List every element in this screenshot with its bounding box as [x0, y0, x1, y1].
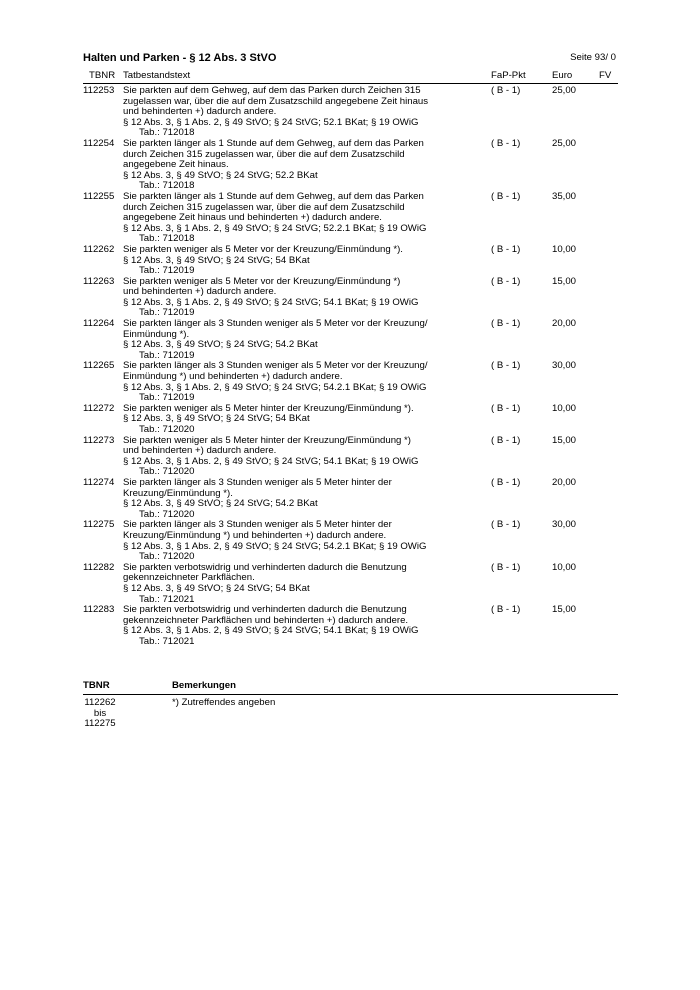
- offense-text-cell: [123, 139, 423, 192]
- offense-text-line: § 12 Abs. 3, § 1 Abs. 2, § 49 StVO; § 24 StVG; 52.1 BKat; § 19 OWiG: [123, 116, 419, 128]
- tbnr-cell: 112264: [83, 318, 115, 330]
- tab-reference: Tab.: 712020: [139, 508, 195, 520]
- table-row: [83, 139, 618, 192]
- column-header-euro: Euro: [552, 70, 573, 81]
- offense-text-line: § 12 Abs. 3, § 49 StVO; § 24 StVG; 54 BKat: [123, 254, 310, 266]
- fap-points-cell: ( B - 1): [491, 190, 521, 202]
- remarks-header-tbnr: TBNR: [83, 680, 110, 691]
- remarks-header: [83, 681, 618, 695]
- page-number: Seite 93/ 0: [570, 52, 616, 63]
- offense-text-line: § 12 Abs. 3, § 1 Abs. 2, § 49 StVO; § 24 StVG; 54.1 BKat; § 19 OWiG: [123, 296, 419, 308]
- table-row: [83, 520, 618, 562]
- tbnr-cell: 112274: [83, 476, 115, 488]
- offense-text-line: § 12 Abs. 3, § 49 StVO; § 24 StVG; 54.2 BKat: [123, 339, 318, 351]
- fap-points-cell: ( B - 1): [491, 476, 521, 488]
- offense-text-cell: [123, 85, 429, 139]
- offense-text-line: Sie parkten länger als 3 Stunden weniger als 5 Meter hinter der: [123, 476, 392, 488]
- table-row: [83, 563, 618, 605]
- tbnr-cell: 112273: [83, 434, 115, 446]
- tab-reference: Tab.: 712019: [139, 392, 195, 404]
- euro-amount-cell: 30,00: [552, 519, 577, 531]
- offense-text-line: Kreuzung/Einmündung *).: [123, 487, 233, 499]
- offense-text-cell: [123, 478, 423, 520]
- offense-text-line: Kreuzung/Einmündung *) und behinderten +) dadurch andere.: [123, 529, 387, 541]
- offense-text-line: § 12 Abs. 3, § 1 Abs. 2, § 49 StVO; § 24 StVG; 54.1 BKat; § 19 OWiG: [123, 455, 419, 467]
- table-row: [83, 436, 618, 478]
- entries-list: [83, 86, 618, 647]
- tab-reference: Tab.: 712020: [139, 551, 195, 563]
- tab-reference: Tab.: 712021: [139, 593, 195, 605]
- tbnr-cell: 112263: [83, 275, 115, 287]
- euro-amount-cell: 10,00: [552, 561, 577, 573]
- fap-points-cell: ( B - 1): [491, 85, 521, 96]
- tab-reference: Tab.: 712021: [139, 635, 195, 647]
- fap-points-cell: ( B - 1): [491, 275, 521, 287]
- offense-text-line: Sie parkten verbotswidrig und verhinderten dadurch die Benutzung: [123, 604, 407, 616]
- offense-text-line: gekennzeichneter Parkflächen und behinderten +) dadurch andere.: [123, 614, 409, 626]
- tbnr-cell: 112272: [83, 402, 115, 414]
- offense-text-line: Sie parkten länger als 1 Stunde auf dem Gehweg, auf dem das Parken: [123, 190, 424, 202]
- tbnr-cell: 112275: [83, 519, 115, 531]
- euro-amount-cell: 20,00: [552, 318, 577, 330]
- offense-text-line: Sie parkten länger als 1 Stunde auf dem Gehweg, auf dem das Parken: [123, 137, 424, 149]
- offense-text-line: gekennzeichneter Parkflächen.: [123, 572, 255, 584]
- table-row: [83, 361, 618, 403]
- offense-text-cell: [123, 436, 423, 478]
- offense-text-line: § 12 Abs. 3, § 1 Abs. 2, § 49 StVO; § 24 StVG; 54.1 BKat; § 19 OWiG: [123, 625, 419, 637]
- offense-text-line: § 12 Abs. 3, § 49 StVO; § 24 StVG; 54 BKat: [123, 582, 310, 594]
- offense-text-line: durch Zeichen 315 zugelassen war, über die auf dem Zusatzschild: [123, 201, 405, 213]
- offense-text-line: Sie parkten länger als 3 Stunden weniger als 5 Meter vor der Kreuzung/: [123, 318, 428, 330]
- remarks-tbnr-range: [83, 698, 117, 730]
- table-row: [83, 86, 618, 139]
- offense-text-line: § 12 Abs. 3, § 1 Abs. 2, § 49 StVO; § 24 StVG; 54.2.1 BKat; § 19 OWiG: [123, 381, 427, 393]
- offense-text-line: § 12 Abs. 3, § 49 StVO; § 24 StVG; 54 BKat: [123, 413, 310, 425]
- offense-text-cell: [123, 605, 423, 647]
- tab-reference: Tab.: 712019: [139, 307, 195, 319]
- fap-points-cell: ( B - 1): [491, 434, 521, 446]
- offense-text-line: § 12 Abs. 3, § 49 StVO; § 24 StVG; 54.2 BKat: [123, 498, 318, 510]
- table-row: [83, 319, 618, 361]
- offense-text-line: durch Zeichen 315 zugelassen war, über die auf dem Zusatzschild: [123, 148, 405, 160]
- offense-text-line: Sie parkten länger als 3 Stunden weniger als 5 Meter hinter der: [123, 519, 392, 531]
- remarks-header-label: Bemerkungen: [172, 680, 236, 691]
- page-header: [83, 52, 618, 66]
- column-header-fap: FaP-Pkt: [491, 70, 526, 81]
- euro-amount-cell: 15,00: [552, 604, 577, 616]
- table-row: [83, 404, 618, 436]
- table-row: [83, 478, 618, 520]
- offense-text-line: und behinderten +) dadurch andere.: [123, 286, 277, 298]
- offense-text-line: und behinderten +) dadurch andere.: [123, 106, 277, 118]
- fap-points-cell: ( B - 1): [491, 360, 521, 372]
- fap-points-cell: ( B - 1): [491, 561, 521, 573]
- offense-text-line: Einmündung *) und behinderten +) dadurch andere.: [123, 371, 343, 383]
- table-row: [83, 245, 618, 277]
- tab-reference: Tab.: 712019: [139, 265, 195, 277]
- euro-amount-cell: 25,00: [552, 85, 577, 96]
- euro-amount-cell: 20,00: [552, 476, 577, 488]
- tab-reference: Tab.: 712020: [139, 466, 195, 478]
- offense-text-cell: [123, 519, 427, 563]
- offense-text-line: und behinderten +) dadurch andere.: [123, 445, 277, 457]
- offense-text-line: Sie parkten weniger als 5 Meter vor der Kreuzung/Einmündung *).: [123, 243, 403, 255]
- remarks-range-to: 112275: [84, 718, 116, 730]
- offense-text-line: Sie parkten weniger als 5 Meter vor der Kreuzung/Einmündung *): [123, 275, 401, 287]
- offense-text-line: angegebene Zeit hinaus.: [123, 159, 229, 171]
- offense-text-line: angegebene Zeit hinaus und behinderten +) dadurch andere.: [123, 212, 382, 224]
- offense-text-line: § 12 Abs. 3, § 1 Abs. 2, § 49 StVO; § 24 StVG; 54.2.1 BKat; § 19 OWiG: [123, 540, 427, 552]
- offense-text-cell: [123, 190, 427, 245]
- offense-text-line: § 12 Abs. 3, § 1 Abs. 2, § 49 StVO; § 24 StVG; 52.2.1 BKat; § 19 OWiG: [123, 222, 427, 234]
- column-header-fv: FV: [599, 70, 612, 81]
- euro-amount-cell: 10,00: [552, 243, 577, 255]
- table-row: [83, 192, 618, 245]
- column-header-text: Tatbestandstext: [123, 70, 191, 81]
- euro-amount-cell: 35,00: [552, 190, 577, 202]
- tbnr-cell: 112265: [83, 360, 115, 372]
- offense-text-line: Sie parkten weniger als 5 Meter hinter der Kreuzung/Einmündung *): [123, 434, 411, 446]
- remarks-range-bis: bis: [93, 707, 107, 719]
- offense-text-cell: [123, 245, 423, 277]
- tab-reference: Tab.: 712019: [139, 349, 195, 361]
- tbnr-cell: 112253: [83, 85, 115, 96]
- offense-text-cell: [123, 360, 428, 404]
- offense-text-line: Sie parkten verbotswidrig und verhinderten dadurch die Benutzung: [123, 561, 407, 573]
- page-title: Halten und Parken - § 12 Abs. 3 StVO: [83, 52, 277, 64]
- fap-points-cell: ( B - 1): [491, 137, 521, 149]
- offense-text-cell: [123, 318, 428, 361]
- euro-amount-cell: 15,00: [552, 275, 577, 287]
- offense-text-line: Sie parkten auf dem Gehweg, auf dem das Parken durch Zeichen 315: [123, 85, 421, 96]
- tbnr-cell: 112255: [83, 190, 115, 202]
- tbnr-cell: 112283: [83, 604, 115, 616]
- euro-amount-cell: 30,00: [552, 360, 577, 372]
- offense-text-line: zugelassen war, über die auf dem Zusatzschild angegebene Zeit hinaus: [123, 95, 429, 107]
- tab-reference: Tab.: 712020: [139, 424, 195, 435]
- offense-text-cell: [123, 404, 423, 436]
- offense-text-cell: [123, 277, 423, 319]
- tab-reference: Tab.: 712018: [139, 180, 195, 192]
- tab-reference: Tab.: 712018: [139, 233, 195, 245]
- euro-amount-cell: 25,00: [552, 137, 577, 149]
- remarks-range-from: 112262: [84, 697, 116, 708]
- tab-reference: Tab.: 712018: [139, 127, 195, 139]
- column-header-tbnr: TBNR: [89, 70, 116, 81]
- fap-points-cell: ( B - 1): [491, 402, 521, 414]
- tbnr-cell: 112282: [83, 561, 115, 573]
- offense-text-line: § 12 Abs. 3, § 49 StVO; § 24 StVG; 52.2 BKat: [123, 169, 318, 181]
- tbnr-cell: 112254: [83, 137, 115, 149]
- fap-points-cell: ( B - 1): [491, 318, 521, 330]
- offense-text-line: Einmündung *).: [123, 328, 190, 340]
- fap-points-cell: ( B - 1): [491, 243, 521, 255]
- offense-text-cell: [123, 563, 423, 605]
- euro-amount-cell: 10,00: [552, 402, 577, 414]
- fap-points-cell: ( B - 1): [491, 604, 521, 616]
- offense-text-line: Sie parkten weniger als 5 Meter hinter der Kreuzung/Einmündung *).: [123, 402, 414, 414]
- euro-amount-cell: 15,00: [552, 434, 577, 446]
- tbnr-cell: 112262: [83, 243, 115, 255]
- remarks-text: *) Zutreffendes angeben: [172, 697, 276, 708]
- table-row: [83, 605, 618, 647]
- table-row: [83, 277, 618, 319]
- offense-text-line: Sie parkten länger als 3 Stunden weniger als 5 Meter vor der Kreuzung/: [123, 360, 428, 372]
- fap-points-cell: ( B - 1): [491, 519, 521, 531]
- column-header-row: [83, 69, 618, 84]
